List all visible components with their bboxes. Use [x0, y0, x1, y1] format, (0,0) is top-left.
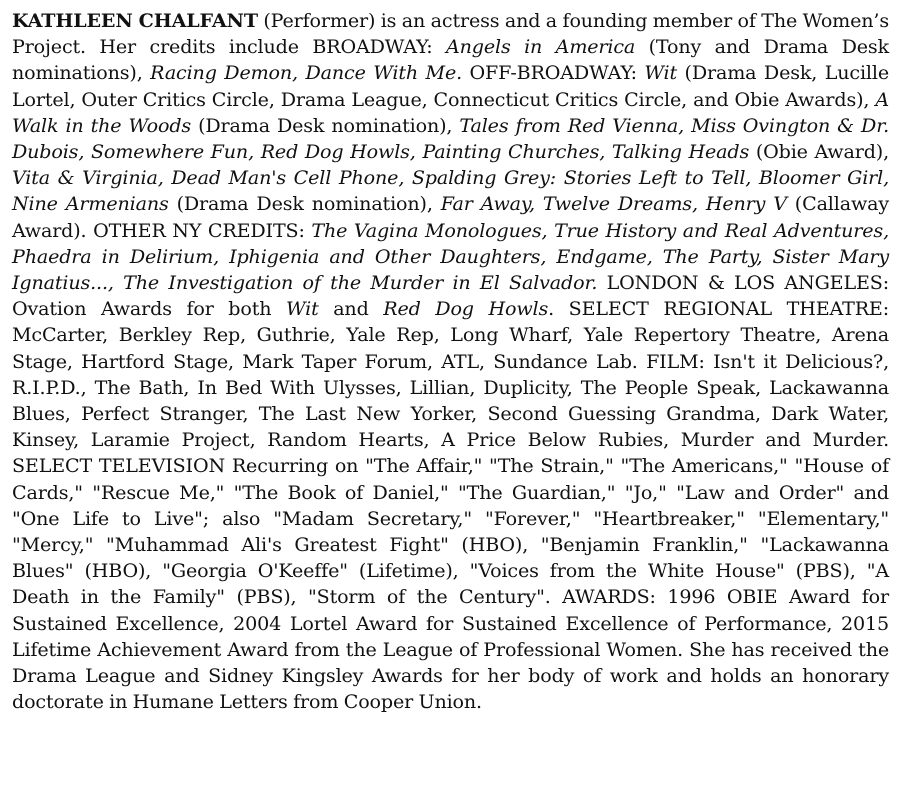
bio-title-italic: Wit — [285, 297, 319, 321]
bio-text: (Tony and Drama Desk nominations), — [12, 35, 889, 85]
bio-title-italic: Vita & Virginia, Dead Man's Cell Phone, Spalding Grey: Stories Left to Tell, Bloomer Girl, Nine Armenians — [12, 166, 889, 216]
bio-text: . SELECT REGIONAL THEATRE: McCarter, Berkley Rep, Guthrie, Yale Rep, Long Wharf, Yale Repertory Theatre, Arena Stage, Hartford Stage, Mark Taper Forum, ATL, Sundance Lab. FILM: Isn't it Delicious?, R.I.P.D., The Bath, In Bed With Ulysses, Lillian, Duplicity, The People Speak, Lackawanna Blues, Perfect Stranger, The Last New Yorker, Second Guessing Grandma, Dark Water, Kinsey, Laramie Project, Random Hearts, A Price Below Rubies, Murder and Murder. SELECT TELEVISION Recurring on "The Affair," "The Strain," "The Americans," "House of Cards," "Rescue Me," "The Book of Daniel," "The Guardian," "Jo," "Law and Order" and "One Life to Live"; also "Madam Secretary," "Forever," "Heartbreaker," "Elementary," "Mercy," "Muhammad Ali's Greatest Fight" (HBO), "Benjamin Franklin," "Lackawanna Blues" (HBO), "Georgia O'Keeffe" (Lifetime), "Voices from the White House" (PBS), "A Death in the Family" (PBS), "Storm of the Century". AWARDS: 1996 OBIE Award for Sustained Excellence, 2004 Lortel Award for Sustained Excellence of Performance, 2015 Lifetime Achievement Award from the League of Professional Women. She has received the Drama League and Sidney Kingsley Awards for her body of work and holds an honorary doctorate in Humane Letters from Cooper Union. — [12, 297, 890, 714]
performer-name: KATHLEEN CHALFANT — [12, 9, 258, 32]
bio-title-italic: Far Away, Twelve Dreams, Henry V — [440, 192, 787, 216]
bio-text: (Drama Desk nomination), — [168, 192, 441, 216]
bio-title-italic: Wit — [644, 61, 678, 85]
bio-title-italic: Angels in America — [446, 35, 636, 59]
bio-text: LONDON & LOS ANGELES: Ovation Awards for both — [12, 271, 889, 321]
bio-title-italic: Racing Demon, Dance With Me. — [150, 61, 463, 85]
bio-title-italic: A Walk in the Woods — [12, 87, 889, 137]
bio-title-italic: The Vagina Monologues, True History and Real Adventures, Phaedra in Delirium, Iphigenia and Other Daughters, Endgame, The Party, Sister Mary Ignatius..., The Investigation of the Murder in El Salvador. — [12, 218, 889, 295]
bio-text: (Drama Desk, Lucille Lortel, Outer Critics Circle, Drama League, Connecticut Critics Circle, and Obie Awards), — [12, 61, 889, 111]
bio-text: (Performer) is an actress and a founding member of The Women’s Project. Her credits include BROADWAY: — [12, 9, 890, 59]
bio-text: (Obie Award), — [749, 140, 889, 164]
bio-text: and — [318, 297, 384, 321]
bio-text: (Drama Desk nomination), — [191, 113, 460, 137]
bio-text: OFF-BROADWAY: — [462, 61, 645, 85]
bio-title-italic: Red Dog Howls — [383, 297, 549, 321]
bio-text: (Callaway Award). OTHER NY CREDITS: — [12, 192, 890, 242]
bio-title-italic: Tales from Red Vienna, Miss Ovington & Dr. Dubois, Somewhere Fun, Red Dog Howls, Painting Churches, Talking Heads — [12, 113, 889, 164]
